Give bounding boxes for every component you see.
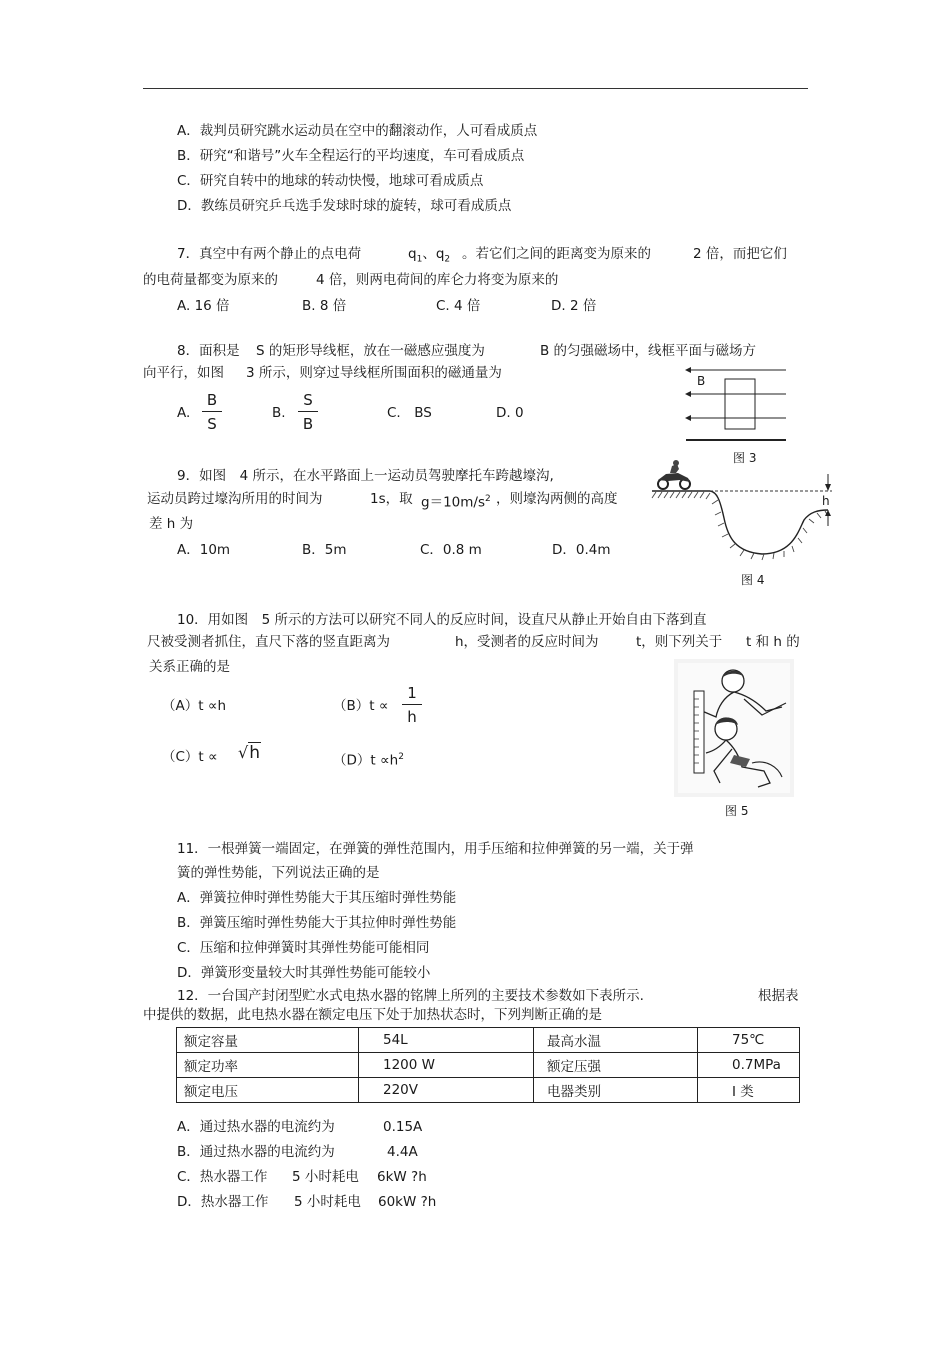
q12-option-a-value: 0.15A: [383, 1119, 423, 1135]
q8-option-b-label: B.: [272, 405, 286, 421]
table-cell: 75℃: [698, 1028, 800, 1053]
water-heater-spec-table: [176, 1027, 800, 1103]
table-cell: I 类: [698, 1078, 800, 1103]
figure-5-caption: 图 5: [725, 804, 749, 818]
q10-option-b-fraction: $\frac{1}{h}$: [402, 684, 422, 726]
q10-option-d: $(D)t \propto h^2$: [333, 752, 404, 769]
q7-text-2b: 4 倍，则两电荷间的库仑力将变为原来的: [316, 272, 559, 288]
figure-3-caption: 图 3: [733, 451, 757, 465]
q10-text-1: 10．用如图 5 所示的方法可以研究不同人的反应时间，设直尺从静止开始自由下落到直: [177, 612, 707, 628]
q7-option-b: B. 8 倍: [302, 298, 347, 314]
q12-option-d-label: D．热水器工作: [177, 1194, 269, 1210]
q12-option-c-value: 6kW ?h: [377, 1169, 427, 1185]
q10-text-2b: h，受测者的反应时间为: [455, 634, 599, 650]
q11-option-c: C．压缩和拉伸弹簧时其弹性势能可能相同: [177, 940, 430, 956]
q8-option-a-fraction: $\frac{B}{S}$: [202, 391, 222, 433]
q11-option-a: A．弹簧拉伸时弹性势能大于其压缩时弹性势能: [177, 890, 457, 906]
q7-text-2a: 的电荷量都变为原来的: [143, 272, 278, 288]
q10-text-2d: t 和 h 的: [746, 634, 800, 650]
header-rule: [143, 88, 808, 89]
table-cell: 额定功率: [177, 1053, 359, 1078]
q9-gravity: $g=10m/s^2$: [421, 494, 491, 511]
table-row: [177, 1028, 800, 1053]
table-cell: 1200 W: [359, 1053, 534, 1078]
q7-text-1b: 。若它们之间的距离变为原来的: [462, 246, 651, 262]
q9-option-a: A．10m: [177, 542, 231, 558]
q8-option-d: D. 0: [496, 405, 524, 421]
q9-text-2b: 1s，取: [370, 491, 413, 507]
table-cell: 额定容量: [177, 1028, 359, 1053]
figure-4-ditch-diagram: [652, 460, 842, 570]
q8-text-2a: 向平行，如图: [143, 365, 224, 381]
q8-option-a-label: A.: [177, 405, 191, 421]
q9-text-2c: ，则壕沟两侧的高度: [496, 491, 618, 507]
figure-5-reaction-time-illustration: [674, 659, 794, 797]
q12-option-c-label: C．热水器工作: [177, 1169, 268, 1185]
q9-text-3: 差 h 为: [149, 516, 194, 532]
q11-option-b: B．弹簧压缩时弹性势能大于其拉伸时弹性势能: [177, 915, 457, 931]
q8-option-c: C. BS: [387, 405, 432, 421]
q7-text-1a: 7．真空中有两个静止的点电荷: [177, 246, 362, 262]
q6-option-c: C．研究自转中的地球的转动快慢，地球可看成质点: [177, 173, 484, 189]
q10-text-2c: t，则下列关于: [636, 634, 723, 650]
q11-text-1: 11．一根弹簧一端固定，在弹簧的弹性范围内，用手压缩和拉伸弹簧的另一端，关于弹: [177, 841, 694, 857]
q10-option-c-prefix: （C）t ∝: [162, 749, 218, 765]
q7-text-1c: 2 倍，而把它们: [693, 246, 787, 262]
q12-option-d-mid: 5 小时耗电: [294, 1194, 361, 1210]
q9-option-c: C．0.8 m: [420, 542, 482, 558]
figure-4-height-label: h: [822, 494, 830, 508]
q8-text-1a: 8．面积是: [177, 343, 240, 359]
q12-option-a-label: A．通过热水器的电流约为: [177, 1119, 335, 1135]
table-cell: 220V: [359, 1078, 534, 1103]
q10-option-a: （A）t ∝h: [162, 698, 227, 714]
q7-option-c: C. 4 倍: [436, 298, 481, 314]
q7-charges: $q_1$、$q_2$: [408, 246, 451, 265]
q8-text-1c: B 的匀强磁场中，线框平面与磁场方: [540, 343, 757, 359]
q9-text-2a: 运动员跨过壕沟所用的时间为: [147, 491, 323, 507]
q12-option-d-value: 60kW ?h: [378, 1194, 437, 1210]
q6-option-b: B．研究“和谐号”火车全程运行的平均速度，车可看成质点: [177, 148, 525, 164]
q11-option-d: D．弹簧形变量较大时其弹性势能可能较小: [177, 965, 431, 981]
q8-text-2b: 3 所示，则穿过导线框所围面积的磁通量为: [246, 365, 502, 381]
q12-option-b-value: 4.4A: [387, 1144, 418, 1160]
q8-option-b-fraction: $\frac{S}{B}$: [298, 391, 318, 433]
figure-4-caption: 图 4: [741, 573, 765, 587]
q7-option-d: D. 2 倍: [551, 298, 597, 314]
q11-text-2: 簧的弹性势能，下列说法正确的是: [177, 865, 380, 881]
table-cell: 54L: [359, 1028, 534, 1053]
q9-option-d: D．0.4m: [552, 542, 611, 558]
table-row: [177, 1078, 800, 1103]
q12-text-2: 中提供的数据，此电热水器在额定电压下处于加热状态时，下列判断正确的是: [143, 1007, 602, 1023]
table-cell: 0.7MPa: [698, 1053, 800, 1078]
q12-option-b-label: B．通过热水器的电流约为: [177, 1144, 335, 1160]
q12-option-c-mid: 5 小时耗电: [292, 1169, 359, 1185]
q6-option-d: D．教练员研究乒乓选手发球时球的旋转，球可看成质点: [177, 198, 512, 214]
q10-option-c-radical: √h: [238, 743, 260, 763]
motorcycle-icon: [658, 460, 690, 489]
q10-text-2a: 尺被受测者抓住，直尺下落的竖直距离为: [147, 634, 390, 650]
q10-text-3: 关系正确的是: [149, 659, 230, 675]
table-row: [177, 1053, 800, 1078]
q12-text-1b: 根据表: [758, 988, 799, 1004]
q9-option-b: B．5m: [302, 542, 347, 558]
q9-text-1: 9．如图 4 所示，在水平路面上一运动员驾驶摩托车跨越壕沟,: [177, 468, 554, 484]
table-cell: 额定压强: [534, 1053, 698, 1078]
figure-3-field-label: B: [697, 374, 706, 388]
q8-text-1b: S 的矩形导线框，放在一磁感应强度为: [256, 343, 485, 359]
table-cell: 额定电压: [177, 1078, 359, 1103]
table-cell: 最高水温: [534, 1028, 698, 1053]
q10-option-b-prefix: （B）t ∝: [333, 698, 389, 714]
q7-option-a: A. 16 倍: [177, 298, 230, 314]
q6-option-a: A．裁判员研究跳水运动员在空中的翻滚动作，人可看成质点: [177, 123, 538, 139]
q12-text-1a: 12．一台国产封闭型贮水式电热水器的铭牌上所列的主要技术参数如下表所示.: [177, 988, 644, 1004]
table-cell: 电器类别: [534, 1078, 698, 1103]
